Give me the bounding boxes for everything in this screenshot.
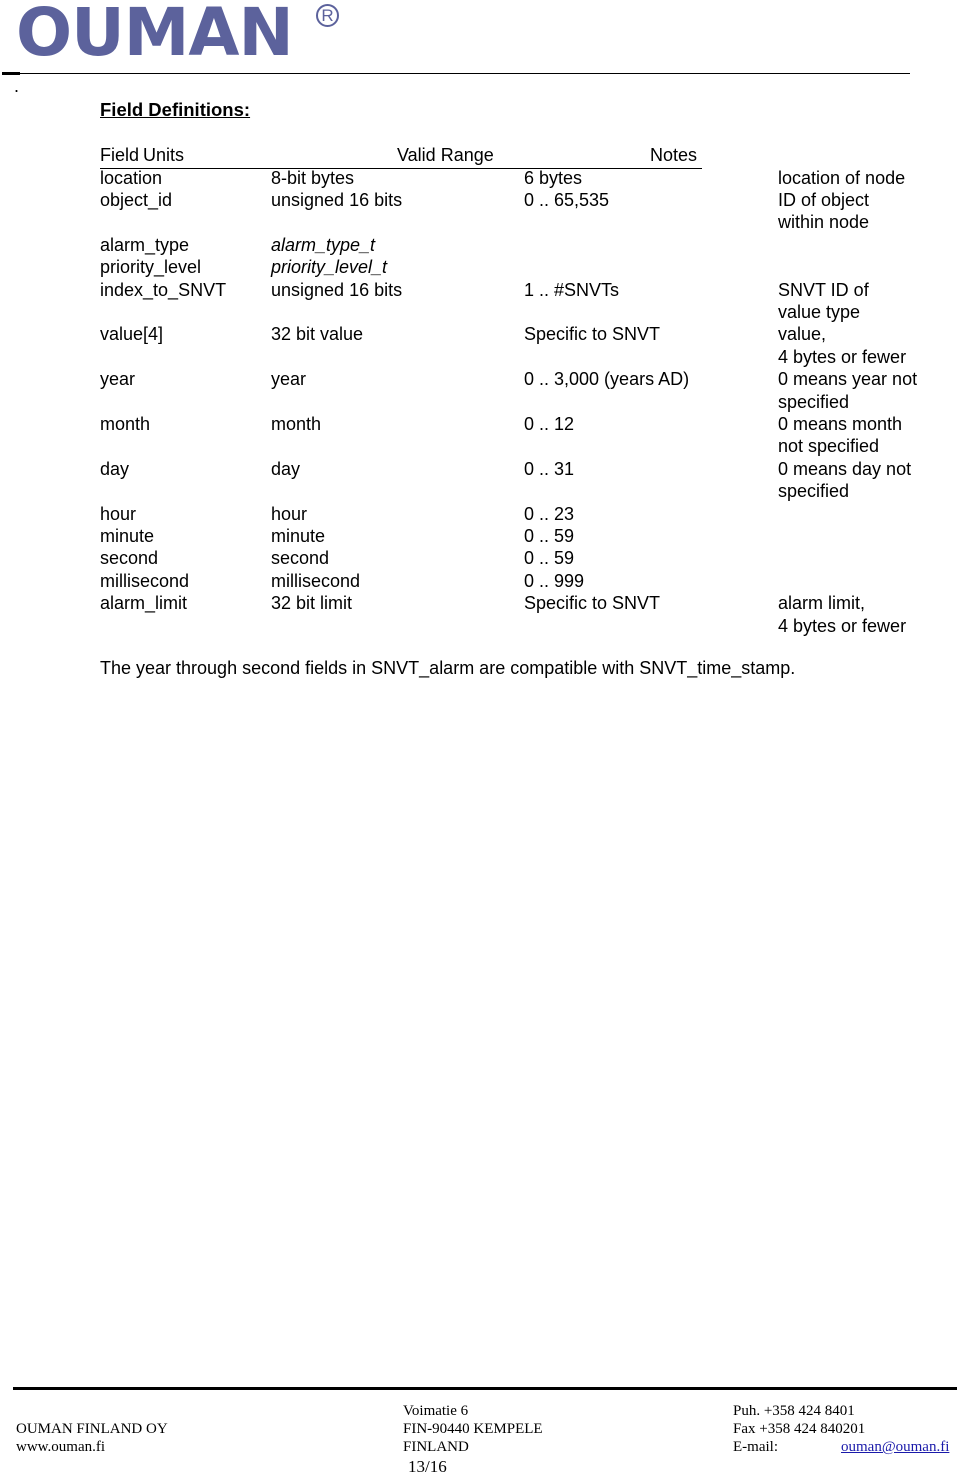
- ouman-logo: OUMAN: [16, 0, 293, 71]
- footer-website[interactable]: www.ouman.fi: [16, 1439, 106, 1455]
- cell-notes-line: 4 bytes or fewer: [778, 615, 907, 636]
- cell-field: month: [100, 413, 151, 434]
- cell-range: 0 .. 59: [524, 525, 575, 546]
- cell-field: value[4]: [100, 324, 164, 345]
- cell-field: alarm_type: [100, 234, 190, 255]
- footer-fax: Fax +358 424 840201: [733, 1421, 866, 1437]
- cell-field: index_to_SNVT: [100, 279, 227, 300]
- header-rule: [2, 73, 910, 74]
- cell-range: 0 .. 31: [524, 458, 575, 479]
- cell-units: 32 bit limit: [271, 593, 353, 614]
- cell-range: 0 .. 23: [524, 503, 575, 524]
- cell-notes-line: specified: [778, 481, 850, 502]
- cell-units: hour: [271, 503, 308, 524]
- cell-notes-line: value type: [778, 301, 861, 322]
- footer-rule: [13, 1387, 957, 1390]
- cell-field: hour: [100, 503, 137, 524]
- cell-notes-line: location of node: [778, 167, 906, 188]
- section-title: Field Definitions:: [100, 99, 251, 120]
- column-header-range: Valid Range: [397, 145, 494, 165]
- cell-notes-line: specified: [778, 391, 850, 412]
- cell-notes-line: 0 means month: [778, 413, 903, 434]
- cell-units: 8-bit bytes: [271, 167, 355, 188]
- cell-field: second: [100, 548, 159, 569]
- table-header: [100, 144, 702, 169]
- cell-field: year: [100, 369, 136, 390]
- cell-field: location: [100, 167, 163, 188]
- cell-range: 6 bytes: [524, 167, 583, 188]
- footer-email-link[interactable]: ouman@ouman.fi: [841, 1439, 950, 1455]
- cell-notes-line: value,: [778, 324, 827, 345]
- cell-range: Specific to SNVT: [524, 324, 661, 345]
- cell-field: priority_level: [100, 257, 202, 278]
- cell-units: unsigned 16 bits: [271, 279, 403, 300]
- cell-notes-line: 0 means year not: [778, 369, 918, 390]
- cell-notes-line: 4 bytes or fewer: [778, 346, 907, 367]
- header-rule-accent: [2, 72, 20, 75]
- cell-units: month: [271, 413, 322, 434]
- cell-units: second: [271, 548, 330, 569]
- cell-notes-line: ID of object: [778, 189, 870, 210]
- cell-field: object_id: [100, 189, 173, 210]
- cell-range: 0 .. 65,535: [524, 189, 610, 210]
- cell-units: minute: [271, 525, 326, 546]
- cell-notes-line: not specified: [778, 436, 880, 457]
- cell-notes-line: alarm limit,: [778, 593, 866, 614]
- page-number: 13/16: [408, 1457, 447, 1476]
- footer-address-city: FIN-90440 KEMPELE: [403, 1421, 543, 1437]
- cell-units: year: [271, 369, 307, 390]
- header-dot: .: [14, 76, 20, 96]
- cell-range: 0 .. 12: [524, 413, 575, 434]
- cell-units: day: [271, 458, 301, 479]
- cell-units: priority_level_t: [271, 257, 388, 278]
- cell-range: 1 .. #SNVTs: [524, 279, 620, 300]
- cell-range: 0 .. 59: [524, 548, 575, 569]
- cell-units: 32 bit value: [271, 324, 364, 345]
- footer-company: OUMAN FINLAND OY: [16, 1421, 168, 1437]
- column-header-units: Units: [143, 145, 185, 165]
- cell-notes-line: SNVT ID of: [778, 279, 869, 300]
- cell-notes-line: 0 means day not: [778, 458, 912, 479]
- cell-range: 0 .. 3,000 (years AD): [524, 369, 690, 390]
- cell-range: Specific to SNVT: [524, 593, 661, 614]
- cell-units: unsigned 16 bits: [271, 189, 403, 210]
- footer-address-country: FINLAND: [403, 1439, 469, 1455]
- cell-units: alarm_type_t: [271, 234, 376, 255]
- cell-units: millisecond: [271, 570, 361, 591]
- cell-notes-line: within node: [778, 212, 870, 233]
- cell-field: minute: [100, 525, 155, 546]
- cell-field: alarm_limit: [100, 593, 188, 614]
- registered-mark-icon: R: [316, 4, 339, 27]
- footer-phone: Puh. +358 424 8401: [733, 1403, 855, 1419]
- compatibility-note: The year through second fields in SNVT_alarm are compatible with SNVT_time_stamp.: [100, 658, 796, 678]
- column-header-field: Field: [100, 145, 140, 165]
- cell-field: millisecond: [100, 570, 190, 591]
- footer-email-label: E-mail:: [733, 1439, 778, 1455]
- footer-address-street: Voimatie 6: [403, 1403, 469, 1419]
- column-header-notes: Notes: [650, 145, 698, 165]
- cell-range: 0 .. 999: [524, 570, 585, 591]
- cell-field: day: [100, 458, 130, 479]
